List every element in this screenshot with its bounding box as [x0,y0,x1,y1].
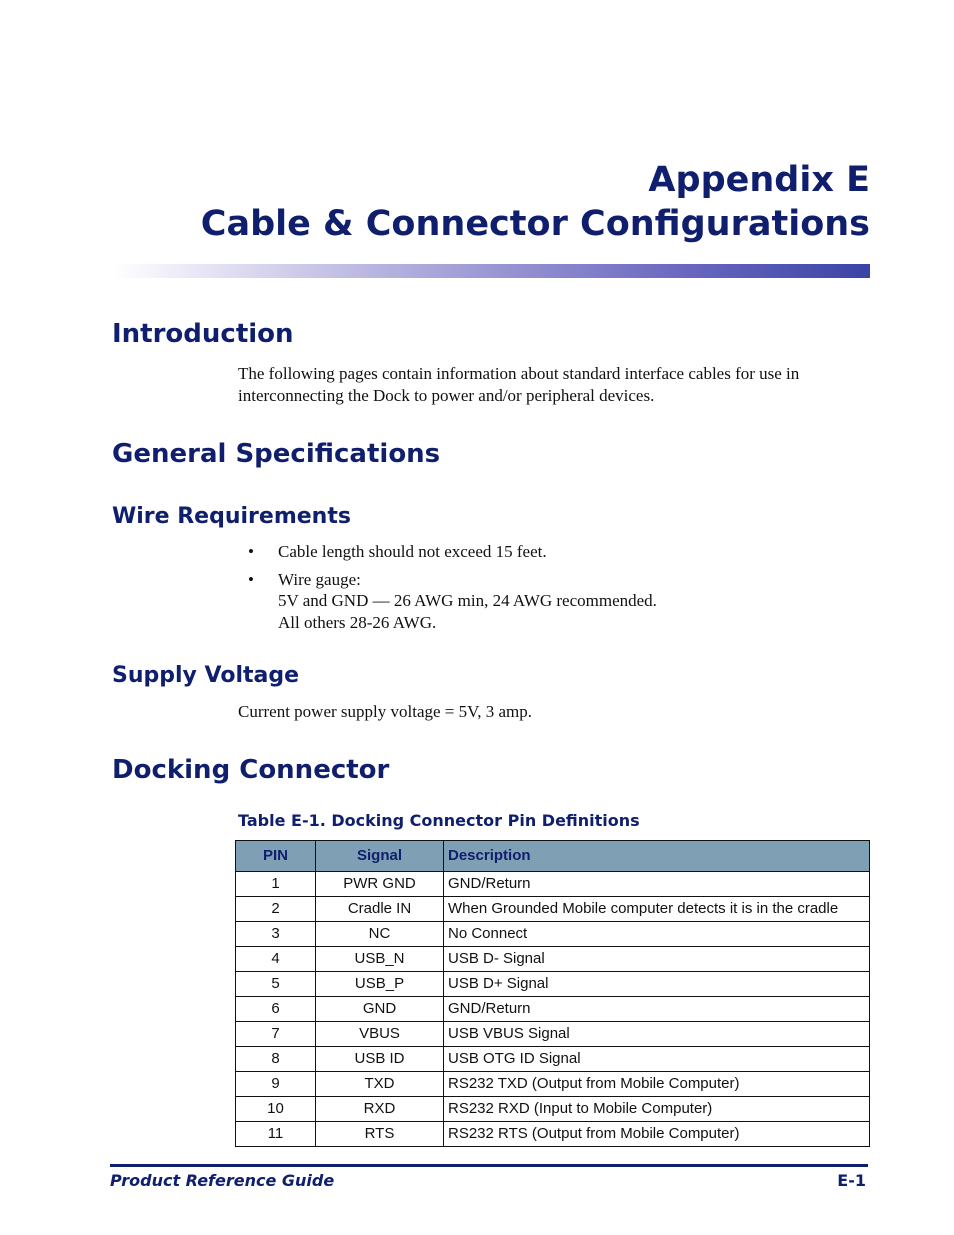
table-header-row [236,841,870,872]
signal-cell: RTS [316,1122,444,1147]
list-item-line: Cable length should not exceed 15 feet. [278,542,547,561]
signal-cell: VBUS [316,1022,444,1047]
pin-cell: 5 [236,972,316,997]
list-item [248,541,848,563]
description-cell: USB VBUS Signal [444,1022,870,1047]
supply-voltage-heading: Supply Voltage [112,663,300,688]
table-row [236,1122,870,1147]
footer-rule [110,1164,868,1167]
appendix-title [201,158,870,246]
description-cell: RS232 RTS (Output from Mobile Computer) [444,1122,870,1147]
bullet-icon: • [248,542,254,561]
pin-cell: 7 [236,1022,316,1047]
bullet-icon: • [248,569,254,589]
description-cell: USB D- Signal [444,947,870,972]
pin-cell: 6 [236,997,316,1022]
pin-cell: 4 [236,947,316,972]
column-header-description: Description [444,841,870,872]
appendix-title-line1: Appendix E [648,160,870,200]
table-row [236,1072,870,1097]
signal-cell: NC [316,922,444,947]
pin-definitions-table [235,840,870,1147]
list-item-line: 5V and GND — 26 AWG min, 24 AWG recommended. [278,591,657,610]
table-row [236,922,870,947]
description-cell: GND/Return [444,872,870,897]
column-header-pin: PIN [236,841,316,872]
table-row [236,1097,870,1122]
signal-cell: PWR GND [316,872,444,897]
table-row [236,947,870,972]
pin-cell: 2 [236,897,316,922]
table-caption: Table E-1. Docking Connector Pin Definitions [238,811,640,830]
table-row [236,872,870,897]
table-row [236,997,870,1022]
introduction-heading: Introduction [112,319,294,349]
table-row [236,972,870,997]
list-item-line: Wire gauge: [278,569,361,589]
list-item-line: All others 28-26 AWG. [278,612,437,632]
footer-guide-title: Product Reference Guide [110,1171,335,1190]
description-cell: USB OTG ID Signal [444,1047,870,1072]
general-specifications-heading: General Specifications [112,439,441,469]
description-cell: GND/Return [444,997,870,1022]
wire-requirements-list [248,541,848,639]
signal-cell: USB_N [316,947,444,972]
signal-cell: GND [316,997,444,1022]
appendix-title-line2: Cable & Connector Configurations [200,204,870,244]
signal-cell: USB_P [316,972,444,997]
description-cell: RS232 TXD (Output from Mobile Computer) [444,1072,870,1097]
description-cell: No Connect [444,922,870,947]
signal-cell: TXD [316,1072,444,1097]
column-header-signal: Signal [316,841,444,872]
table-row [236,1022,870,1047]
list-item [248,569,848,634]
description-cell: USB D+ Signal [444,972,870,997]
pin-cell: 1 [236,872,316,897]
table-row [236,897,870,922]
title-gradient-bar [112,264,870,278]
table-row [236,1047,870,1072]
docking-connector-heading: Docking Connector [112,755,390,785]
signal-cell: USB ID [316,1047,444,1072]
footer-page-number: E-1 [837,1171,866,1190]
supply-voltage-text: Current power supply voltage = 5V, 3 amp. [238,702,532,721]
pin-cell: 11 [236,1122,316,1147]
pin-cell: 9 [236,1072,316,1097]
signal-cell: Cradle IN [316,897,444,922]
pin-cell: 8 [236,1047,316,1072]
signal-cell: RXD [316,1097,444,1122]
description-cell: RS232 RXD (Input to Mobile Computer) [444,1097,870,1122]
wire-requirements-heading: Wire Requirements [112,504,351,529]
introduction-text: The following pages contain information about standard interface cables for use in interconnecting the Dock to power and/or peripheral devices. [238,364,800,405]
description-cell: When Grounded Mobile computer detects it is in the cradle [444,897,870,922]
pin-cell: 10 [236,1097,316,1122]
pin-cell: 3 [236,922,316,947]
